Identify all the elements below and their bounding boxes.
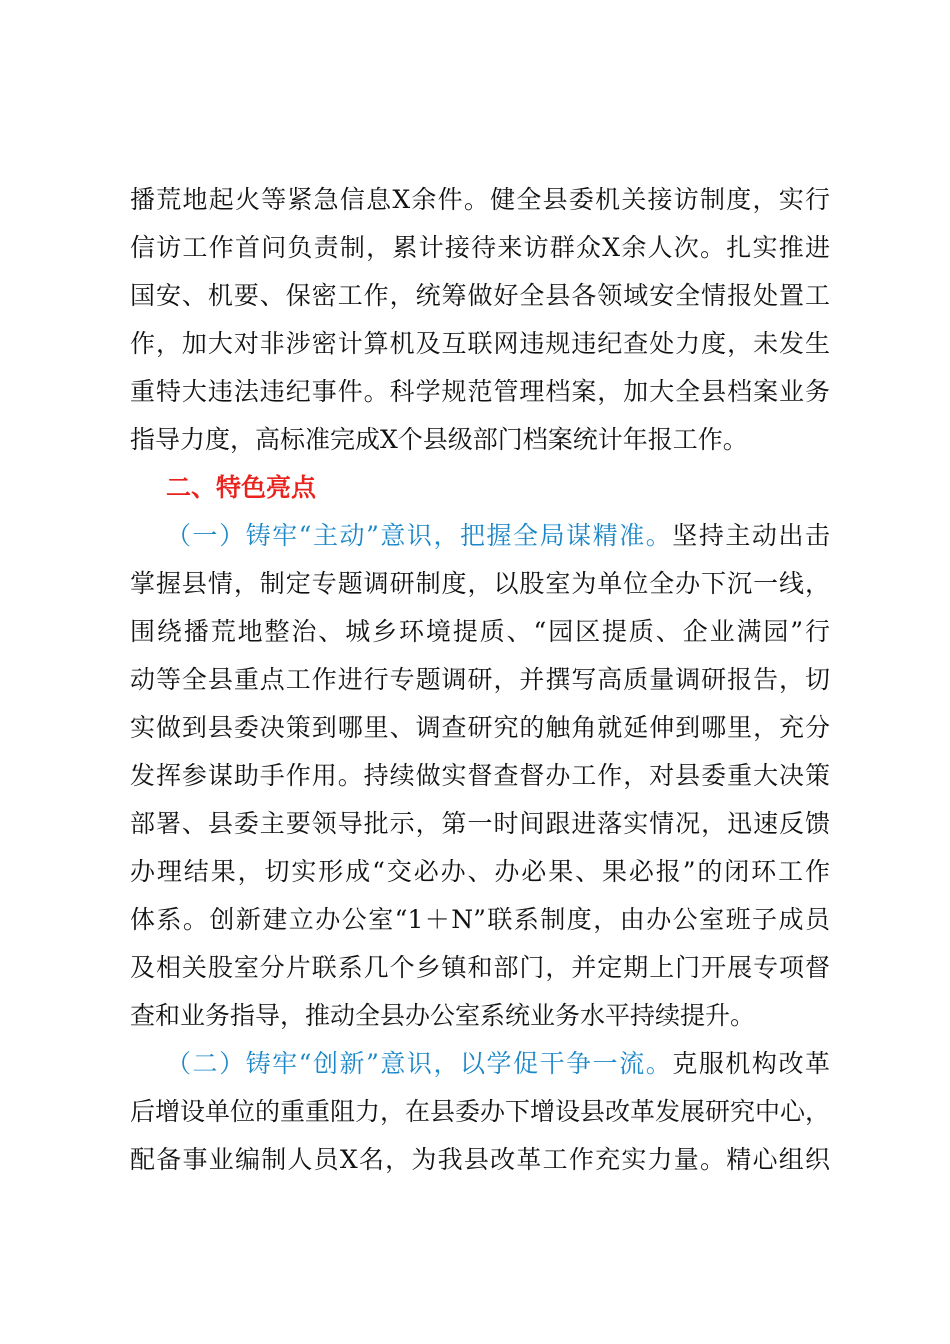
paragraph-proactive — [130, 512, 830, 1040]
text-line: 指导力度，高标准完成X个县级部门档案统计年报工作。 — [130, 425, 748, 454]
text-line: 办理结果，切实形成“交必办、办必果、果必报”的闭环工作 — [130, 857, 830, 886]
text-line: 配备事业编制人员X名，为我县改革工作充实力量。精心组织 — [130, 1145, 830, 1174]
text-line: 国安、机要、保密工作，统筹做好全县各领域安全情报处置工 — [130, 281, 830, 310]
text-line: 围绕播荒地整治、城乡环境提质、“园区提质、企业满园”行 — [130, 617, 830, 646]
section-heading: 二、特色亮点 — [166, 473, 317, 502]
text-line: 部署、县委主要领导批示，第一时间跟进落实情况，迅速反馈 — [130, 809, 830, 838]
text-run: 克服机构改革 — [672, 1049, 830, 1078]
text-line: 动等全县重点工作进行专题调研，并撰写高质量调研报告，切 — [130, 665, 830, 694]
text-line-first — [130, 1040, 830, 1088]
text-line: 信访工作首问负责制，累计接待来访群众X余人次。扎实推进 — [130, 233, 830, 262]
text-line: 播荒地起火等紧急信息X余件。健全县委机关接访制度，实行 — [130, 185, 830, 214]
text-line: 查和业务指导，推动全县办公室系统业务水平持续提升。 — [130, 1001, 756, 1030]
text-line: 实做到县委决策到哪里、调查研究的触角就延伸到哪里，充分 — [130, 713, 830, 742]
subsection-title: （一）铸牢“主动”意识，把握全局谋精准。 — [166, 521, 673, 550]
text-line: 及相关股室分片联系几个乡镇和部门，并定期上门开展专项督 — [130, 953, 830, 982]
text-line: 体系。创新建立办公室“1＋N”联系制度，由办公室班子成员 — [130, 905, 830, 934]
paragraph-innovation — [130, 1040, 830, 1184]
text-line: 重特大违法违纪事件。科学规范管理档案，加大全县档案业务 — [130, 377, 830, 406]
document-page — [130, 176, 830, 1184]
text-line: 掌握县情，制定专题调研制度，以股室为单位全办下沉一线， — [130, 569, 830, 598]
text-line: 发挥参谋助手作用。持续做实督查督办工作，对县委重大决策 — [130, 761, 830, 790]
subsection-title: （二）铸牢“创新”意识，以学促干争一流。 — [166, 1049, 673, 1078]
paragraph-work-summary — [130, 176, 830, 464]
text-line: 作，加大对非涉密计算机及互联网违规违纪查处力度，未发生 — [130, 329, 830, 358]
text-run: 坚持主动出击 — [672, 521, 830, 550]
text-line-first — [130, 512, 830, 560]
text-line: 后增设单位的重重阻力，在县委办下增设县改革发展研究中心， — [130, 1097, 830, 1126]
